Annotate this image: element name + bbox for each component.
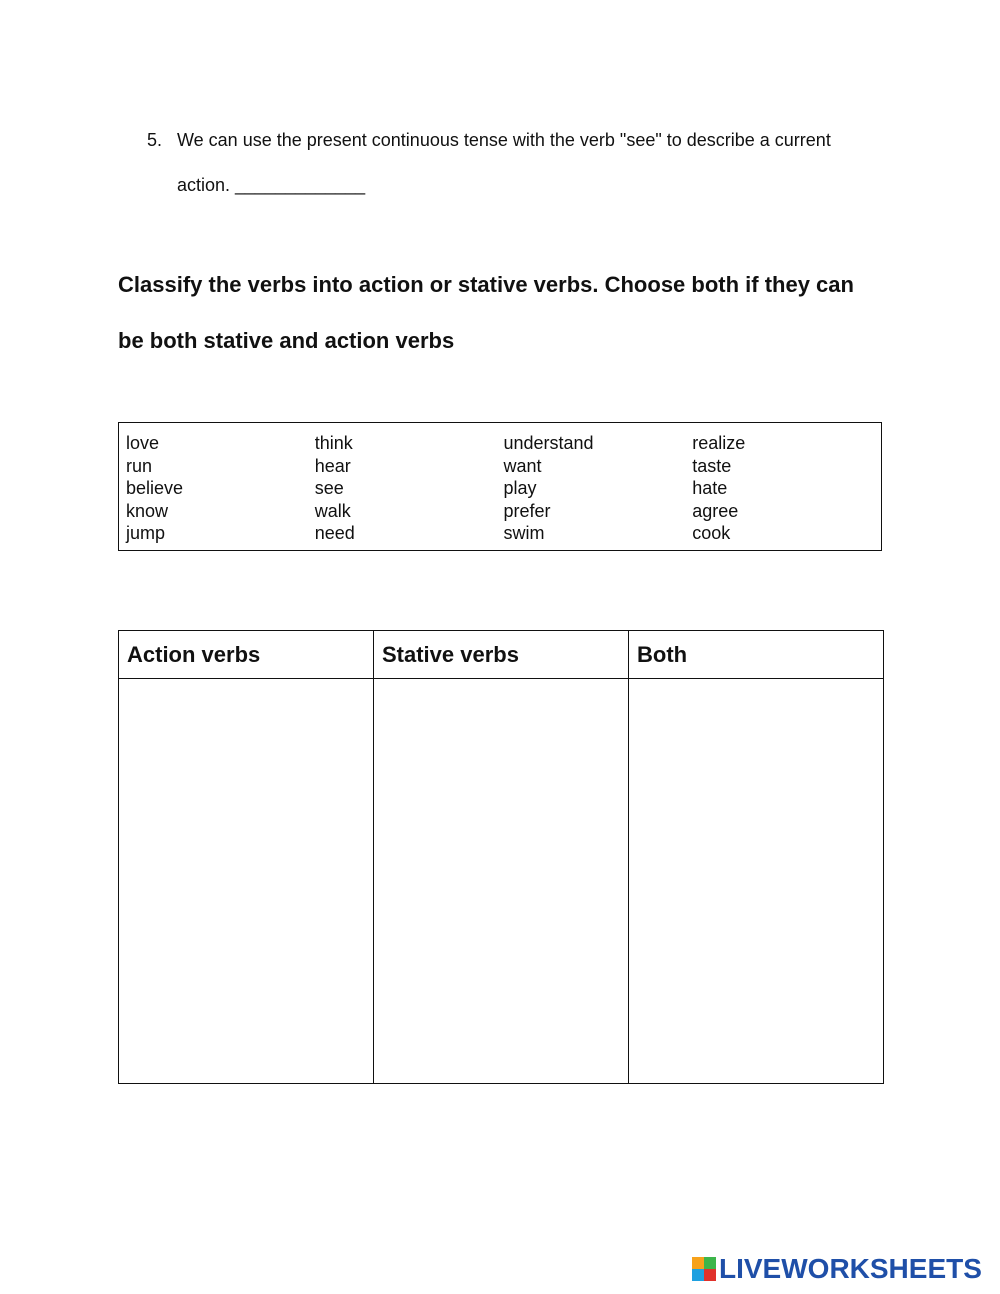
word-bank-column [126,432,315,550]
word-bank-box [118,422,882,551]
word-bank-word: cook [692,523,731,543]
question-number: 5. [147,130,163,150]
word-bank-word: see [314,478,344,498]
table-header-row [119,631,884,679]
stative-verbs-drop-area[interactable] [374,679,629,1084]
table-row [119,679,884,1084]
word-bank-word: jump [126,523,166,543]
logo-mark-icon [692,1257,716,1281]
word-bank-word: think [314,433,353,453]
logo-text: LIVEWORKSHEETS [719,1253,982,1284]
word-bank-column [315,432,504,550]
header-both: Both [629,631,884,679]
word-bank-word: want [503,455,542,476]
word-bank-word: prefer [503,500,551,521]
word-bank-word: know [126,500,169,521]
header-action-verbs: Action verbs [119,631,374,679]
header-stative-verbs: Stative verbs [374,631,629,679]
word-bank-column [692,432,881,550]
word-bank-word: walk [314,500,351,521]
word-bank-word: believe [126,478,184,498]
both-drop-area[interactable] [629,679,884,1084]
word-bank-word: play [503,478,537,498]
word-bank-word: hate [692,478,728,498]
liveworksheets-logo [692,1254,982,1284]
word-bank-word: swim [503,523,545,543]
action-verbs-drop-area[interactable] [119,679,374,1084]
word-bank-word: understand [503,433,594,453]
question-text: We can use the present continuous tense with the verb "see" to describe a current action. _____________ [177,130,831,195]
word-bank-column [504,432,693,550]
word-bank-word: hear [314,455,351,476]
classify-instructions: Classify the verbs into action or stative verbs. Choose both if they can be both stative and action verbs [118,272,854,353]
word-bank-word: run [126,455,153,476]
word-bank-word: agree [692,500,739,521]
word-bank-word: need [314,523,355,543]
classification-table [118,630,884,1084]
word-bank-word: realize [692,433,746,453]
word-bank-word: love [126,433,160,453]
word-bank-word: taste [692,455,732,476]
